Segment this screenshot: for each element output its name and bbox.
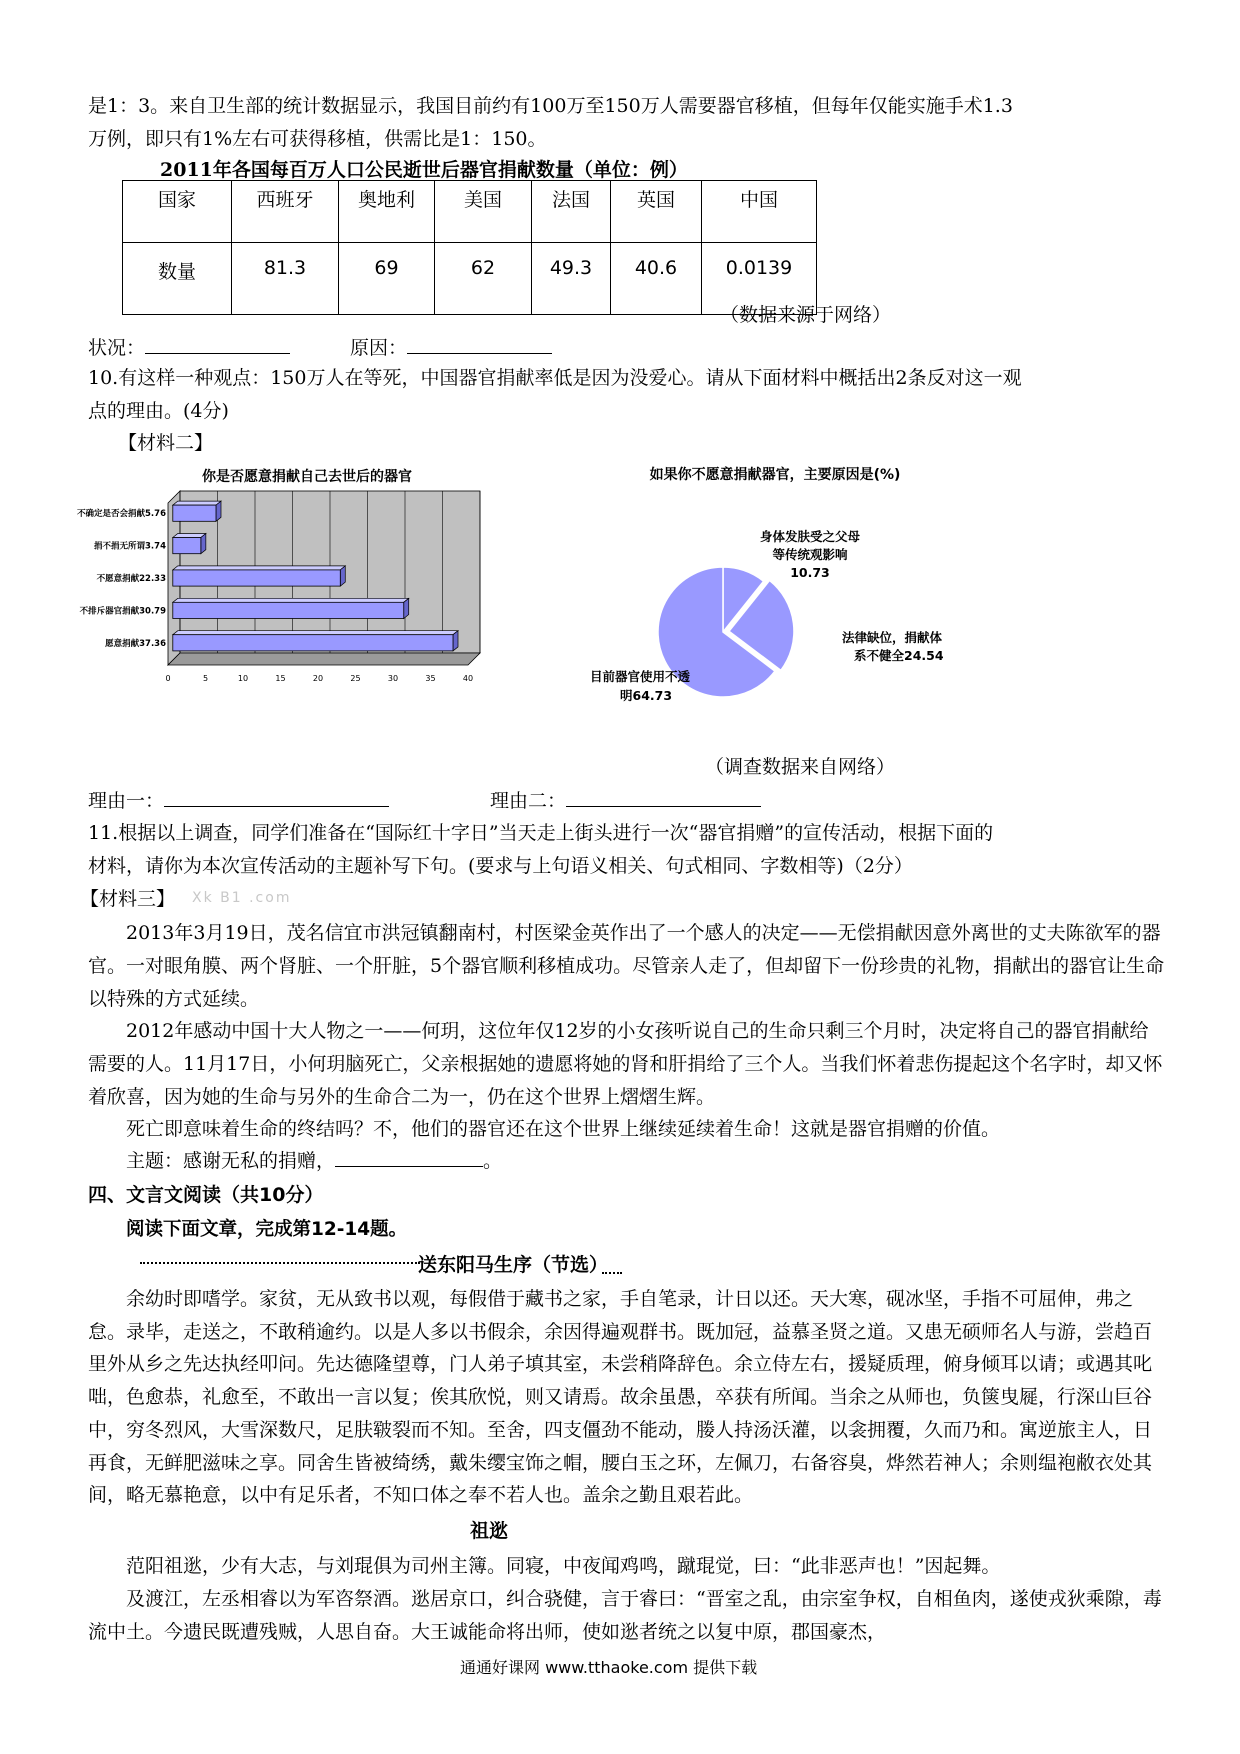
q11-line-2: 材料，请你为本次宣传活动的主题补写下句。(要求与上句语义相关、句式相同、字数相等)（2分） [88,855,913,877]
bar-chart [60,455,560,735]
bar-side-face [201,534,206,554]
bar [173,602,404,618]
bar-chart-x-tick: 35 [425,674,436,683]
section-4-instruction: 阅读下面文章，完成第12-14题。 [126,1219,408,1240]
bar-top-face [173,501,221,505]
bar-chart-x-tick: 40 [462,674,474,683]
pie-chart-title: 如果你不愿意捐献器官，主要原因是(%) [649,467,901,483]
reason2-blank[interactable] [566,788,761,807]
bar-side-face [404,598,409,618]
bar-category-label: 不确定是否会捐献5.76 [77,509,166,520]
reason1-fill [88,786,389,813]
bar-chart-x-tick: 20 [312,674,324,683]
dotted-rule [140,1262,420,1264]
table-header-cell: 法国 [532,181,611,243]
material-2-label: 【材料二】 [118,432,214,454]
table-header-cell: 国家 [123,181,232,243]
table-cell: 49.3 [532,243,611,315]
theme-blank[interactable] [335,1148,483,1167]
table-header-cell: 奥地利 [339,181,435,243]
pie-label-tradition-line2: 等传统观影响 [772,547,848,562]
pie-chart [580,455,980,735]
watermark: Xk B1 .com [192,890,292,906]
reason1-blank[interactable] [164,788,389,807]
status-label: 状况： [88,337,146,359]
material-3-para-1: 2013年3月19日，茂名信宜市洪冠镇翻南村，村医梁金英作出了一个感人的决定——无偿捐献因意外离世的丈夫陈欲军的器官。一对眼角膜、两个肾脏、一个肝脏，5个器官顺利移植成功。尽管亲人走了，但却留下一份珍贵的礼物，捐献出的器官让生命以特殊的方式延续。 [88,922,1165,1010]
bar-top-face [173,566,345,570]
bar [173,635,453,651]
bar [173,505,216,521]
pie-label-law-line1: 法律缺位，捐献体 [842,630,943,645]
passage-1-title: 送东阳马生序（节选） [418,1254,609,1276]
reason-blank[interactable] [407,335,552,354]
theme-prefix: 主题：感谢无私的捐赠， [126,1150,336,1172]
table-source: （数据来源于网络） [720,304,892,326]
donation-table [122,180,817,315]
table-header-cell: 英国 [611,181,702,243]
intro-line-1: 是1：3。来自卫生部的统计数据显示，我国目前约有100万至150万人需要器官移植，但每年仅能实施手术1.3 [88,95,1013,117]
q10-line-1: 10.有这样一种观点：150万人在等死，中国器官捐献率低是因为没爱心。请从下面材料中概括出2条反对这一观 [88,367,1022,389]
bar-chart-title: 你是否愿意捐献自己去世后的器官 [202,469,412,485]
table-header-cell: 中国 [702,181,817,243]
bar-top-face [173,631,458,635]
passage-2-title: 祖逖 [470,1520,509,1542]
reason-label: 原因： [350,337,408,359]
bar-category-label: 不排斥器官捐献30.79 [79,606,166,617]
bar-chart-x-tick: 30 [387,674,399,683]
pie-label-law-line2: 系不健全24.54 [854,648,944,663]
bar-chart-x-tick: 0 [165,674,171,683]
bar-category-label: 不愿意捐献22.33 [96,574,166,584]
bar-chart-x-tick: 25 [350,674,361,683]
bar [173,570,340,586]
bar-side-face [216,501,221,521]
bar-chart-x-tick: 15 [275,674,286,683]
status-fill [88,333,290,360]
footer: 通通好课网 www.tthaoke.com 提供下载 [460,1658,758,1677]
table-cell: 0.0139 [702,243,817,315]
passage-2-text-a: 范阳祖逖，少有大志，与刘琨俱为司州主簿。同寝，中夜闻鸡鸣，蹴琨觉，曰：“此非恶声也！”因起舞。 [126,1555,1001,1577]
pie-label-tradition-value: 10.73 [790,565,830,580]
table-row [123,181,817,243]
material-3-para-2: 2012年感动中国十大人物之一——何玥，这位年仅12岁的小女孩听说自己的生命只剩三个月时，决定将自己的器官捐献给需要的人。11月17日，小何玥脑死亡，父亲根据她的遗愿将她的肾和肝捐给了三个人。当我们怀着悲伤提起这个名字时，却又怀着欣喜，因为她的生命与另外的生命合二为一，仍在这个世界上熠熠生辉。 [88,1020,1163,1108]
table-cell: 81.3 [232,243,339,315]
bar-top-face [173,598,409,602]
status-blank[interactable] [145,335,290,354]
table-cell: 62 [435,243,532,315]
table-cell: 69 [339,243,435,315]
pie-label-tradition-line1: 身体发肤受之父母 [759,529,861,544]
bar-chart-x-tick: 5 [202,674,209,683]
bar-category-label: 捐不捐无所谓3.74 [94,541,166,552]
pie-label-opaque-line2: 明64.73 [620,688,673,703]
pie-label-opaque-line1: 目前器官使用不透 [590,669,691,684]
bar-top-face [173,534,206,538]
bar [173,538,201,554]
bar-chart-x-tick: 10 [237,674,249,683]
passage-2-text-b: 及渡江，左丞相睿以为军咨祭酒。逖居京口，纠合骁健，言于睿曰：“晋室之乱，由宗室争权，自相鱼肉，遂使戎狄乘隙，毒流中土。今遗民既遭残贼，人思自奋。大王诚能命将出师，使如逖者统之以复中原，郡国豪杰， [88,1588,1162,1643]
reason-fill [350,333,552,360]
reason2-fill [490,786,761,813]
bar-side-face [453,631,458,651]
table-header-cell: 西班牙 [232,181,339,243]
charts-source: （调查数据来自网络） [705,756,896,778]
reason1-label: 理由一： [88,790,165,812]
table-cell: 40.6 [611,243,702,315]
dotted-rule-short [602,1272,622,1274]
section-4-heading: 四、文言文阅读（共10分） [88,1184,324,1206]
theme-suffix: 。 [483,1150,503,1172]
intro-line-2: 万例，即只有1%左右可获得移植，供需比是1：150。 [88,128,547,150]
bar-chart-floor [168,653,480,665]
theme-fill [126,1146,502,1173]
q11-line-1: 11.根据以上调查，同学们准备在“国际红十字日”当天走上街头进行一次“器官捐赠”的宣传活动，根据下面的 [88,822,994,844]
material-3-label: 【材料三】 [80,888,176,910]
reason2-label: 理由二： [490,790,567,812]
table-title: 2011年各国每百万人口公民逝世后器官捐献数量（单位：例） [160,159,688,181]
passage-1-text: 余幼时即嗜学。家贫，无从致书以观，每假借于藏书之家，手自笔录，计日以还。天大寒，砚冰坚，手指不可屈伸，弗之怠。录毕，走送之，不敢稍逾约。以是人多以书假余，余因得遍观群书。既加冠，益慕圣贤之道。又患无硕师名人与游，尝趋百里外从乡之先达执经叩问。先达德隆望尊，门人弟子填其室，未尝稍降辞色。余立侍左右，援疑质理，俯身倾耳以请；或遇其叱咄，色愈恭，礼愈至，不敢出一言以复；俟其欣悦，则又请焉。故余虽愚，卒获有所闻。当余之从师也，负箧曳屣，行深山巨谷中，穷冬烈风，大雪深数尺，足肤皲裂而不知。至舍，四支僵劲不能动，媵人持汤沃灌，以衾拥覆，久而乃和。寓逆旅主人，日再食，无鲜肥滋味之享。同舍生皆被绮绣，戴朱缨宝饰之帽，腰白玉之环，左佩刀，右备容臭，烨然若神人；余则缊袍敝衣处其间，略无慕艳意，以中有足乐者，不知口体之奉不若人也。盖余之勤且艰若此。 [88,1288,1153,1507]
q10-line-2: 点的理由。(4分) [88,400,229,422]
table-row-label: 数量 [123,243,232,315]
table-header-cell: 美国 [435,181,532,243]
table-row [123,243,817,315]
bar-category-label: 愿意捐献37.36 [105,638,166,649]
bar-side-face [340,566,345,586]
material-3-para-3: 死亡即意味着生命的终结吗？不，他们的器官还在这个世界上继续延续着生命！这就是器官捐赠的价值。 [126,1118,1001,1140]
